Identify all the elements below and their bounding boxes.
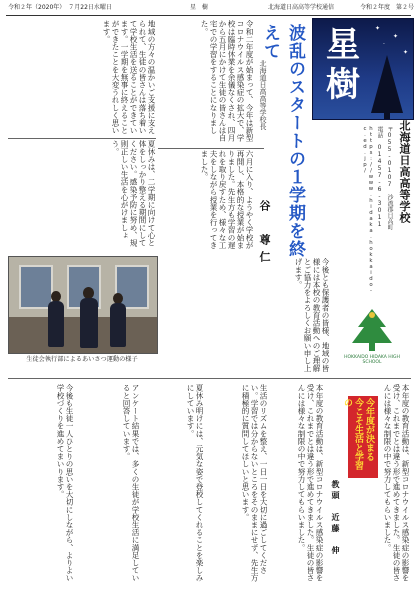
tree-icon <box>371 55 403 113</box>
article2-title-line2: 今こそ生活と学習の <box>342 398 363 470</box>
person-figure <box>110 303 126 347</box>
article1-headline: 波乱のスタートの１学期を終えて <box>260 24 305 258</box>
article2-author: 教頭 近藤 伸 <box>331 480 340 557</box>
tree-trunk <box>384 112 390 119</box>
column-divider <box>158 148 264 149</box>
article1-col5: 今後とも保護者の皆様、地域の皆様には本校の教育活動へのご理解とご協力をよろしくお願い申し上げます。 <box>294 258 330 372</box>
issue-date: 令和２年（2020年） ７月22日水曜日 <box>8 4 112 11</box>
article1-col4: 夏休みは、二学期に向けて心と体をしっかり整える期間にしてください。感染予防に努め、規則正しい生活を心がけましょう。 <box>111 140 156 247</box>
school-info <box>316 120 412 294</box>
section-divider <box>8 378 411 379</box>
article2-col2: 生活のリズムを整え、一日一日を大切に過ごしてください。学習では分からないところをそのままにせず、先生方に積極的に質問してほしいと思います。 <box>241 384 268 582</box>
article1-col1: 令和二年度が始まって、今年は新型コロナウイルス感染症の拡大で、学校は臨時休業を余儀なくされ、四月から五月にかけて生徒の皆さんは自宅での学習をすることになりました。 <box>200 20 254 142</box>
header-rule <box>6 15 411 16</box>
person-figure <box>48 301 64 347</box>
school-tel: 電話 01457-6-3011 <box>376 126 383 228</box>
article1-author-role: 北海道日高高等学校長 <box>259 60 267 130</box>
volume: 令和２年度 第２号 <box>360 4 415 11</box>
event-photo <box>8 256 158 354</box>
column-divider <box>8 138 156 139</box>
school-logo <box>336 305 408 365</box>
publisher: 北海道日高高等学校通信 <box>268 4 335 11</box>
school-name: 北海道日高高等学校 <box>398 120 411 224</box>
masthead-title-2: 樹 <box>326 65 360 105</box>
article2-side-col: 本年度の教育活動は、新型コロナウイルス感染症の影響を受け、これまでとは違う形で進めてきました。生徒の皆さんには様々な制限の中で努力してもらいました。 <box>383 384 410 582</box>
article2-title <box>341 398 374 478</box>
school-address: 〒055-0107 沙流郡日高町 <box>386 126 393 230</box>
star-icon: ✦ <box>393 33 399 40</box>
star-icon: ✦ <box>403 49 409 56</box>
article1-author-name: 谷 尊仁 <box>258 200 271 268</box>
article2-col1: 本年度の教育活動は、新型コロナウイルス感染症の影響を受け、これまでとは違う形で進めてきました。生徒の皆さんには様々な制限の中で努力してもらいました。 <box>297 384 324 582</box>
logo-icon <box>336 305 408 355</box>
article2-col5: 今後も生徒一人ひとりの思いを大切にしながら、よりよい学校づくりを進めてまいります。 <box>56 384 74 582</box>
article1-col3: 地域の方々の温かいご支援に支えられて、生徒の皆さんは落ち着いて学校生活を送ることができています。一学期を無事に終えることができたことを大変うれしく思います。 <box>102 20 156 134</box>
masthead-title-1: 星 <box>326 25 360 65</box>
article2-headline-box <box>342 396 378 478</box>
star-icon: · <box>383 41 385 48</box>
star-icon: ✦ <box>375 25 381 32</box>
page-header <box>0 0 417 16</box>
article1-col2: 六月に入り、ようやく学校が再開し、本格的な授業が始まりました。先生方も学習の遅れを取り戻すため、様々な工夫をしながら授業を行ってきました。 <box>200 150 254 249</box>
school-url[interactable]: https://www.hidaka.hokkaido-c.ed.jp/ <box>362 126 374 294</box>
paper-name: 星 樹 <box>190 4 209 11</box>
article2-col3: 夏休み明けには、元気な姿で登校してくれることを楽しみにしています。 <box>186 384 204 582</box>
person-figure <box>80 298 98 348</box>
article2-title-line1: 今年度が決まる <box>364 398 374 461</box>
logo-label: HOKKAIDO HIDAKA HIGH SCHOOL <box>344 355 400 365</box>
article2-col4: アンケート結果では、多くの生徒が学校生活に満足していると回答しています。 <box>122 384 140 582</box>
photo-caption: 生徒会執行部によるあいさつ運動の様子 <box>26 356 138 363</box>
masthead <box>312 18 414 120</box>
